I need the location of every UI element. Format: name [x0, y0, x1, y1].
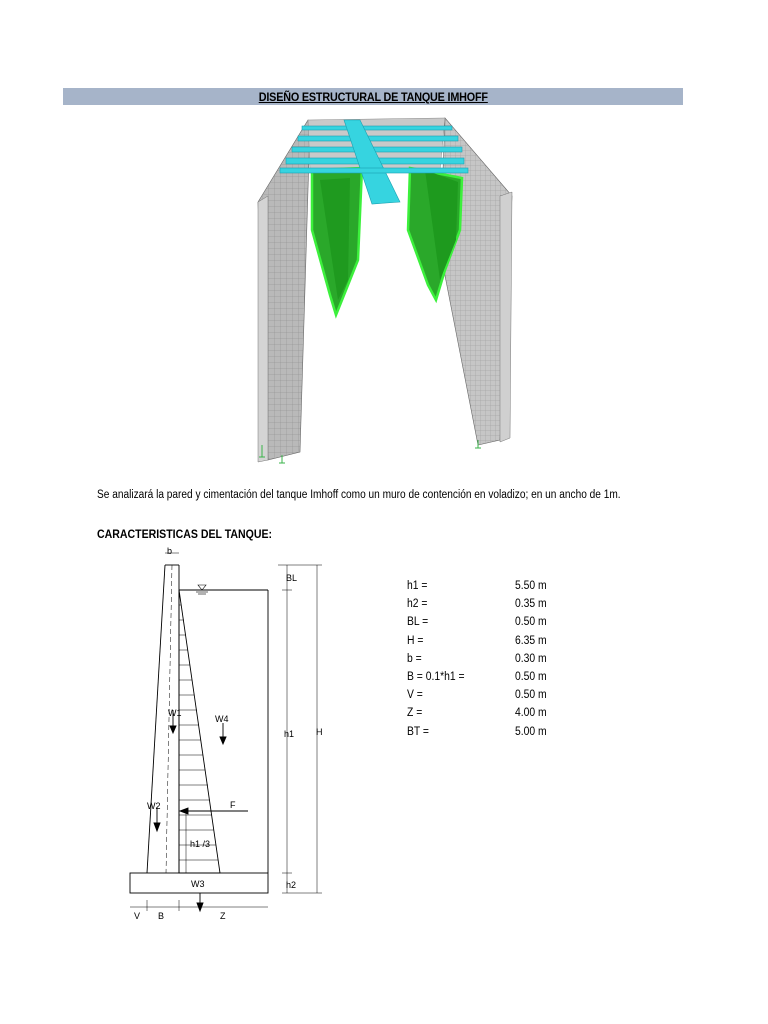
parameter-value: 0.30 m: [515, 652, 547, 665]
wall-section-diagram: [110, 545, 335, 925]
parameter-label: H =: [407, 634, 424, 647]
label-h1-3: h1 /3: [190, 839, 211, 849]
label-W4: W4: [215, 714, 229, 724]
label-W3: W3: [191, 879, 205, 889]
parameter-row: [407, 616, 551, 634]
parameter-row: [407, 707, 551, 725]
label-Z: Z: [220, 911, 226, 921]
label-B: B: [158, 911, 165, 921]
parameter-value: 6.35 m: [515, 634, 547, 647]
parameter-row: [407, 689, 551, 707]
parameter-row: [407, 653, 551, 671]
parameter-value: 4.00 m: [515, 707, 547, 720]
parameter-value: 5.00 m: [515, 725, 547, 738]
parameter-label: BL =: [407, 616, 429, 629]
document-title: DISEÑO ESTRUCTURAL DE TANQUE IMHOFF: [258, 90, 488, 104]
parameter-label: h1 =: [407, 580, 428, 592]
label-b: b: [167, 546, 173, 556]
parameter-row: [407, 598, 551, 616]
parameter-label: Z =: [407, 707, 423, 720]
parameter-row: [407, 726, 551, 744]
parameter-label: BT =: [407, 725, 429, 738]
parameter-row: [407, 580, 551, 598]
label-h2: h2: [286, 880, 297, 890]
title-bar: [63, 88, 683, 105]
label-V: V: [134, 911, 141, 921]
label-BL: BL: [286, 573, 298, 583]
parameter-label: V =: [407, 689, 423, 702]
parameter-row: [407, 635, 551, 653]
label-h1: h1: [284, 729, 295, 739]
label-F: F: [230, 800, 236, 810]
label-W2: W2: [147, 801, 161, 811]
parameter-value: 5.50 m: [515, 580, 547, 592]
label-W1: W1: [168, 708, 182, 718]
parameter-label: h2 =: [407, 598, 428, 611]
parameter-label: b =: [407, 652, 422, 665]
section-heading: CARACTERISTICAS DEL TANQUE:: [97, 527, 273, 541]
intro-paragraph: Se analizará la pared y cimentación del tanque Imhoff como un muro de contención en voladizo; en un ancho de 1m.: [97, 489, 621, 501]
parameter-label: B = 0.1*h1 =: [407, 670, 465, 683]
parameters-table: [407, 580, 567, 744]
parameter-value: 0.50 m: [515, 670, 547, 683]
parameter-value: 0.50 m: [515, 616, 547, 629]
parameter-value: 0.35 m: [515, 598, 547, 611]
tank-3d-render: [250, 110, 520, 475]
parameter-row: [407, 671, 551, 689]
parameter-value: 0.50 m: [515, 689, 547, 702]
label-H: H: [316, 727, 323, 737]
